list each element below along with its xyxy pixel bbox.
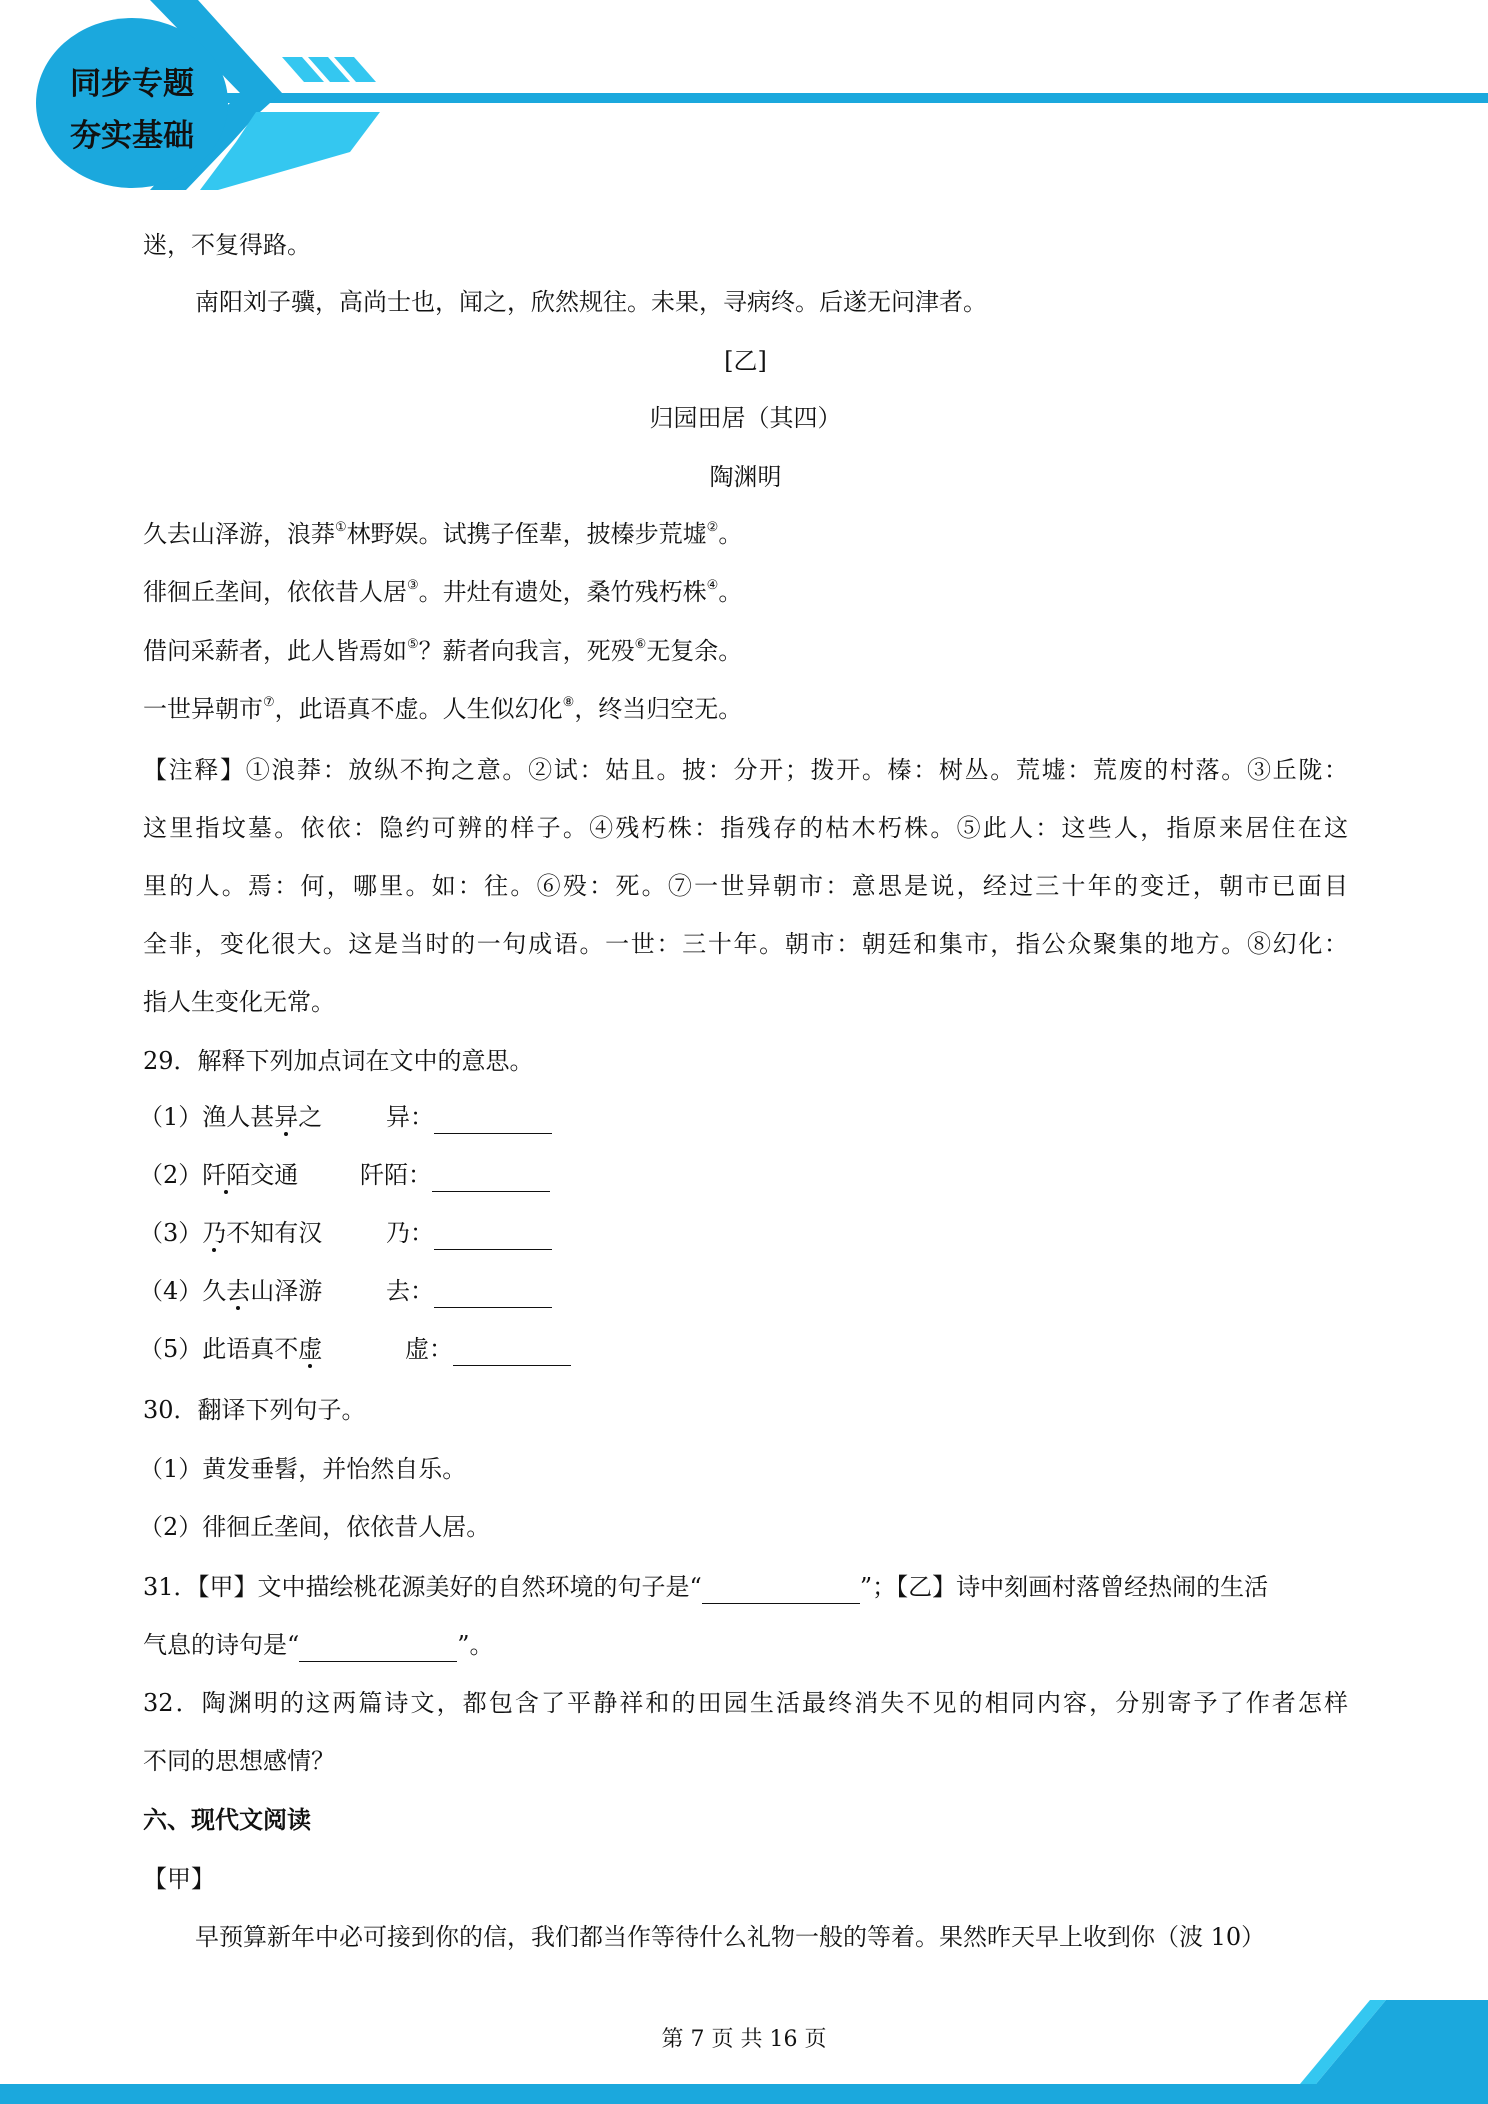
q31-line-2: 气息的诗句是“ ”。	[143, 1628, 494, 1662]
passage-b-label: [乙]	[724, 347, 767, 375]
section-paragraph: 早预算新年中必可接到你的信，我们都当作等待什么礼物一般的等着。果然昨天早上收到你（波 10）	[195, 1923, 1266, 1951]
poem-title: 归园田居（其四）	[649, 404, 842, 432]
q30-stem: 30．翻译下列句子。	[143, 1396, 366, 1424]
notes-line: 指人生变化无常。	[143, 988, 335, 1016]
badge-line-2: 夯实基础	[70, 118, 194, 154]
header-banner	[0, 0, 1488, 200]
q31-line-1: 31．【甲】文中描绘桃花源美好的自然环境的句子是“ ”；【乙】诗中刻画村落曾经热闹的生活	[143, 1570, 1268, 1604]
poem-line: 久去山泽游，浪莽①林野娱。试携子侄辈，披榛步荒墟②。	[143, 520, 743, 548]
notes-line: 这里指坟墓。依依：隐约可辨的样子。④残朽株：指残存的枯木朽株。⑤此人：这些人，指原来居住在这	[143, 814, 1348, 842]
section-label: 【甲】	[143, 1865, 215, 1893]
q29-answer: 乃：	[386, 1216, 552, 1250]
notes-line: 里的人。焉：何，哪里。如：往。⑥殁：死。⑦一世异朝市：意思是说，经过三十年的变迁，朝市已面目	[143, 872, 1348, 900]
poem-line: 徘徊丘垄间，依依昔人居③。井灶有遗处，桑竹残朽株④。	[143, 578, 743, 606]
q29-answer: 虚：	[405, 1332, 571, 1366]
dotted-word: 异	[274, 1103, 299, 1131]
q30-item: （2）徘徊丘垄间，依依昔人居。	[139, 1513, 491, 1541]
q29-answer: 异：	[386, 1100, 552, 1134]
dotted-word: 乃	[202, 1219, 227, 1247]
passage-a-line-2: 南阳刘子骥，高尚士也，闻之，欣然规往。未果，寻病终。后遂无问津者。	[195, 288, 987, 316]
section-heading: 六、现代文阅读	[143, 1806, 311, 1834]
poem-line: 借问采薪者，此人皆焉如⑤？薪者向我言，死殁⑥无复余。	[143, 637, 743, 665]
badge-line-1: 同步专题	[70, 66, 194, 102]
q29-item: （4）久去山泽游	[139, 1277, 323, 1305]
answer-blank[interactable]	[434, 1223, 552, 1250]
q29-item: （5）此语真不虚	[139, 1335, 323, 1363]
q29-stem: 29．解释下列加点词在文中的意思。	[143, 1047, 534, 1075]
answer-blank[interactable]	[702, 1577, 860, 1604]
page-number: 第 7 页 共 16 页	[661, 2027, 827, 2052]
answer-blank[interactable]	[434, 1107, 552, 1134]
answer-blank[interactable]	[432, 1165, 550, 1192]
q29-answer: 阡陌：	[360, 1158, 550, 1192]
q29-item: （3）乃不知有汉	[139, 1219, 323, 1247]
notes-line: 全非，变化很大。这是当时的一句成语。一世：三十年。朝市：朝廷和集市，指公众聚集的地方。⑧幻化：	[143, 930, 1348, 958]
poem-line: 一世异朝市⑦，此语真不虚。人生似幻化⑧，终当归空无。	[143, 695, 743, 723]
dotted-word: 去	[226, 1277, 251, 1305]
q30-item: （1）黄发垂髫，并怡然自乐。	[139, 1455, 467, 1483]
q32-line-1: 32．陶渊明的这两篇诗文，都包含了平静祥和的田园生活最终消失不见的相同内容，分别寄予了作者怎样	[143, 1689, 1348, 1717]
dotted-word: 阡陌	[202, 1161, 251, 1189]
passage-a-line-1: 迷，不复得路。	[143, 231, 311, 259]
answer-blank[interactable]	[434, 1281, 552, 1308]
q32-line-2: 不同的思想感情？	[143, 1747, 335, 1775]
answer-blank[interactable]	[453, 1339, 571, 1366]
dotted-word: 虚	[298, 1335, 323, 1363]
poem-author: 陶渊明	[709, 463, 782, 491]
q29-item: （2）阡陌交通	[139, 1161, 299, 1189]
header-badge	[36, 18, 228, 188]
q29-item: （1）渔人甚异之	[139, 1103, 323, 1131]
q29-answer: 去：	[386, 1274, 552, 1308]
answer-blank[interactable]	[299, 1635, 457, 1662]
notes-line: 【注释】①浪莽：放纵不拘之意。②试：姑且。披：分开；拨开。榛：树丛。荒墟：荒废的村落。③丘陇：	[143, 756, 1348, 784]
